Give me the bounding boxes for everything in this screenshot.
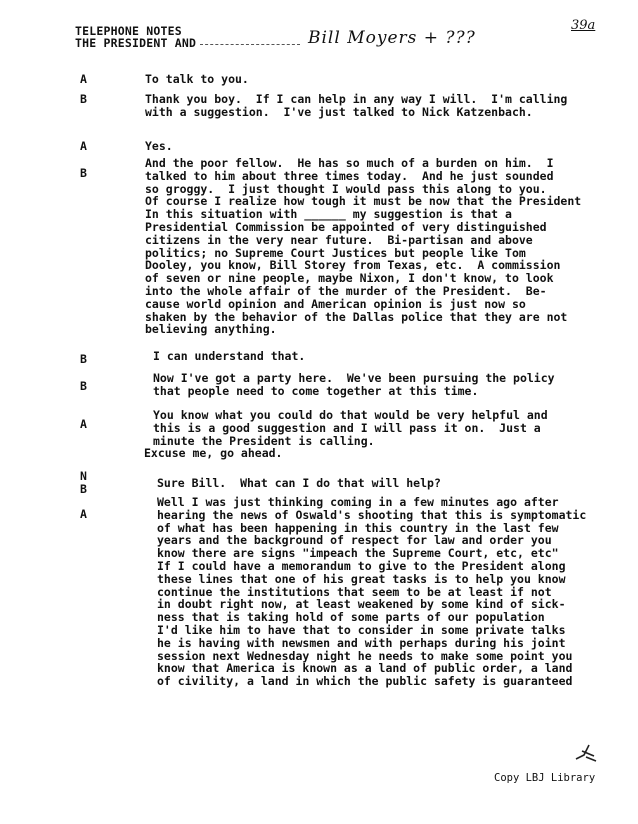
entry-text [153,350,628,363]
entry-line: politics; no Supreme Court Justices but people like Tom [145,245,526,260]
handwritten-check-mark [574,741,598,765]
entry-line: Yes. [145,139,173,153]
entry-line: into the whole affair of the murder of the President. Be- [145,283,547,298]
entry-line: know there are signs "impeach the Supreme Court, etc, etc" [157,546,559,561]
entry-text [145,157,620,336]
entry-line: Well I was just thinking coming in a few minutes ago after [157,495,559,509]
speaker-label: B [80,92,87,106]
entry-line: these lines that one of his great tasks is to help you know [157,571,566,586]
entry-line: know that America is known as a land of public order, a land [157,661,573,676]
header-subtitle-text: THE PRESIDENT AND [75,36,197,50]
entry-line: years and the background of respect for law and order you [157,533,552,548]
entry-line: of civility, a land in which the public safety is guaranteed [157,674,573,689]
entry-line: Presidential Commission be appointed of very distinguished [145,219,547,234]
page-number: 39a [571,18,596,33]
speaker-label: A [80,72,87,86]
footer-library-credit: Copy LBJ Library [494,772,596,784]
entry-text [145,73,620,86]
entry-line: I can understand that. [153,349,306,363]
entry-text [145,140,620,153]
speaker-label: A [80,139,87,153]
entry-text [153,372,628,398]
entry-line: cause world opinion and American opinion is just now so [145,296,526,311]
entry-line: he is having with newsmen and with perhaps during his joint [157,635,566,650]
entry-line: Excuse me, go ahead. [144,446,283,461]
entry-text [157,496,632,688]
handwritten-annotation: Bill Moyers + ??? [308,28,476,48]
entry-text [144,408,628,461]
entry-text [145,93,620,119]
entry-line: session next Wednesday night he needs to make some point you [157,648,573,663]
entry-line: that people need to come together at this time. [153,383,479,398]
entry-line: with a suggestion. I've just talked to Nick Katzenbach. [145,104,533,119]
entry-line: citizens in the very near future. Bi-partisan and above [145,232,533,247]
header-subtitle [75,36,300,50]
entry-line: in doubt right now, at least weakened by some kind of sick- [157,597,566,612]
entry-line: shaken by the behavior of the Dallas police that they are not [145,309,568,324]
entry-line: In this situation with ______ my suggestion is that a [145,207,512,222]
entry-line: I'd like him to have that to consider in some private talks [157,622,566,637]
header-blank-line [200,44,300,45]
entry-line: Thank you boy. If I can help in any way I will. I'm calling [145,92,568,106]
entry-line: ness that is taking hold of some parts of our population [157,610,545,625]
entry-line: continue the institutions that seem to be at least if not [157,584,552,599]
entry-line: hearing the news of Oswald's shooting that this is symptomatic [157,507,587,522]
speaker-label: B [80,352,87,366]
entry-line: Sure Bill. What can I do that will help? [157,476,441,490]
entry-line: this is a good suggestion and I will pass it on. Just a [153,420,541,435]
entry-line: of seven or nine people, maybe Nixon, I don't know, to look [145,271,554,286]
entry-line: of what has been happening in this country in the last few [157,520,559,535]
entry-line: so groggy. I just thought I would pass this along to you. [145,181,547,196]
speaker-label: A [80,417,87,431]
entry-line: And the poor fellow. He has so much of a burden on him. I [145,156,554,170]
entry-line: If I could have a memorandum to give to the President along [157,558,566,573]
entry-line: You know what you could do that would be very helpful and [153,408,548,422]
speaker-label: B [80,166,87,180]
header-title: TELEPHONE NOTES [75,24,182,38]
speaker-label: N [80,469,87,483]
entry-line: talked to him about three times today. And he just sounded [145,168,554,183]
entry-line: Now I've got a party here. We've been pursuing the policy [153,371,555,385]
speaker-label: B [80,482,87,496]
speaker-label: A [80,507,87,521]
entry-line: Of course I realize how tough it must be now that the President [145,194,582,209]
entry-line: believing anything. [145,322,277,337]
speaker-label: B [80,379,87,393]
entry-line: minute the President is calling. [153,433,375,448]
entry-line: Dooley, you know, Bill Storey from Texas, etc. A commission [145,258,561,273]
entry-line: To talk to you. [145,72,249,86]
entry-text [157,477,632,490]
